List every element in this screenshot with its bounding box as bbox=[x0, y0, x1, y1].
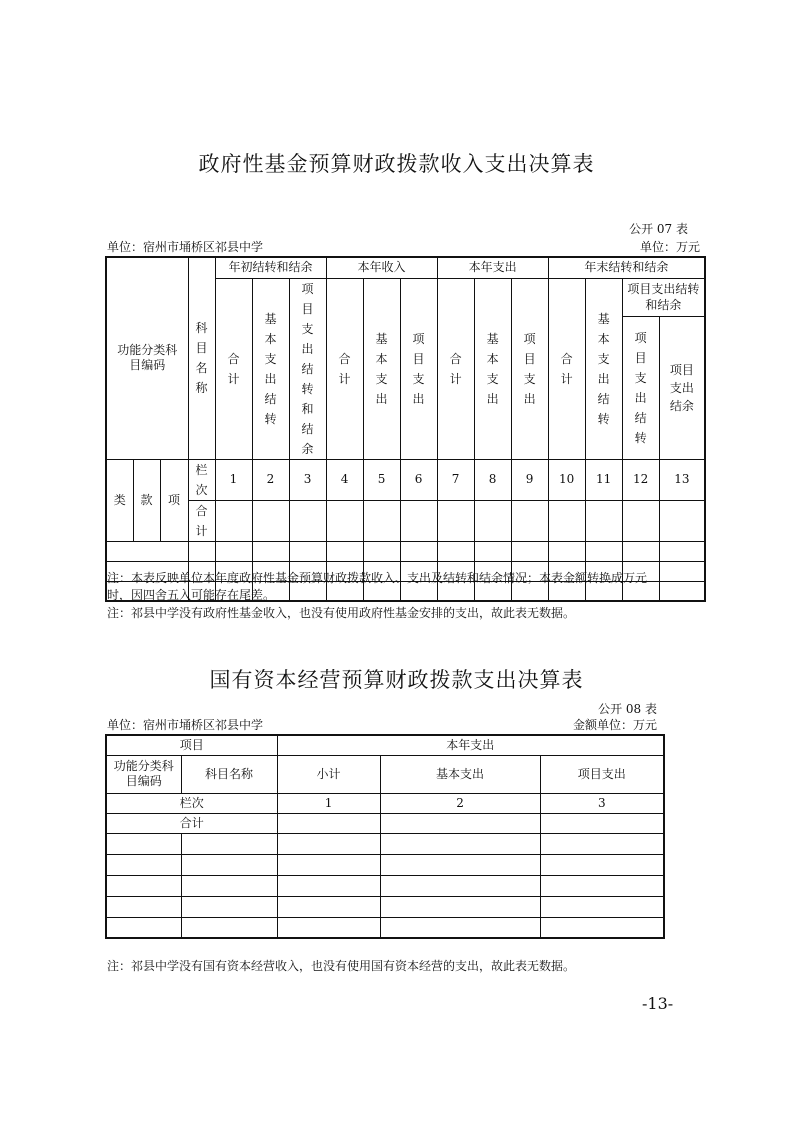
t2-header-subtotal: 小计 bbox=[277, 755, 380, 793]
h-end-total: 合计 bbox=[548, 278, 585, 459]
table1 bbox=[105, 256, 706, 602]
header-func-code: 功能分类科目编码 bbox=[106, 257, 188, 459]
h-end-project-carry: 项目支出结转 bbox=[622, 316, 659, 459]
col-num-5: 5 bbox=[363, 459, 400, 500]
cell bbox=[326, 541, 363, 561]
col-num-7: 7 bbox=[437, 459, 474, 500]
table1-unit-left: 单位：宿州市埇桥区祁县中学 bbox=[107, 240, 264, 254]
h-end-project-group: 项目支出结转和结余 bbox=[622, 278, 705, 316]
h-lei: 类 bbox=[106, 459, 133, 541]
t2-col-num-1: 1 bbox=[277, 793, 380, 813]
table-row bbox=[106, 541, 705, 561]
cell bbox=[106, 541, 188, 561]
cell bbox=[622, 500, 659, 541]
col-num-3: 3 bbox=[289, 459, 326, 500]
cell bbox=[380, 875, 540, 896]
table1-code: 公开 07 表 bbox=[629, 222, 688, 236]
cell bbox=[540, 813, 664, 833]
t2-header-year: 本年支出 bbox=[277, 735, 664, 755]
h-end-project-surplus: 项目支出结余 bbox=[659, 316, 705, 459]
table1-note1-line2: 时，因四舍五入可能存在尾差。 bbox=[107, 588, 276, 602]
table-row bbox=[106, 917, 664, 938]
table2-title: 国有资本经营预算财政拨款支出决算表 bbox=[209, 668, 584, 692]
table2 bbox=[105, 734, 665, 939]
t2-header-func: 功能分类科目编码 bbox=[106, 755, 181, 793]
h-expense-basic: 基本支出 bbox=[474, 278, 511, 459]
cell bbox=[277, 875, 380, 896]
h-income-basic: 基本支出 bbox=[363, 278, 400, 459]
page-number: -13- bbox=[642, 994, 674, 1013]
cell bbox=[511, 541, 548, 561]
table-row bbox=[106, 833, 664, 854]
cell bbox=[277, 813, 380, 833]
cell bbox=[363, 541, 400, 561]
cell bbox=[252, 500, 289, 541]
t2-header-project: 项目支出 bbox=[540, 755, 664, 793]
h-begin-total: 合计 bbox=[215, 278, 252, 459]
cell bbox=[106, 854, 181, 875]
cell bbox=[540, 875, 664, 896]
h-income-total: 合计 bbox=[326, 278, 363, 459]
cell bbox=[277, 917, 380, 938]
h-expense-project: 项目支出 bbox=[511, 278, 548, 459]
header-group-end: 年末结转和结余 bbox=[548, 257, 705, 278]
cell bbox=[277, 833, 380, 854]
table2-unit-left: 单位：宿州市埇桥区祁县中学 bbox=[107, 718, 264, 732]
table-row bbox=[106, 854, 664, 875]
cell bbox=[106, 833, 181, 854]
cell bbox=[380, 833, 540, 854]
header-subject-name-text: 科目名称 bbox=[195, 321, 208, 396]
cell bbox=[622, 541, 659, 561]
header-group-income: 本年收入 bbox=[326, 257, 437, 278]
cell bbox=[380, 917, 540, 938]
col-num-8: 8 bbox=[474, 459, 511, 500]
cell bbox=[181, 896, 277, 917]
cell bbox=[277, 854, 380, 875]
col-num-4: 4 bbox=[326, 459, 363, 500]
cell bbox=[326, 500, 363, 541]
cell bbox=[548, 541, 585, 561]
col-num-13: 13 bbox=[659, 459, 705, 500]
cell bbox=[400, 500, 437, 541]
cell bbox=[659, 500, 705, 541]
cell bbox=[363, 500, 400, 541]
cell bbox=[289, 541, 326, 561]
table2-note: 注：祁县中学没有国有资本经营收入，也没有使用国有资本经营的支出，故此表无数据。 bbox=[107, 959, 576, 973]
table2-unit-right: 金额单位：万元 bbox=[572, 718, 657, 732]
cell bbox=[548, 500, 585, 541]
t2-header-basic: 基本支出 bbox=[380, 755, 540, 793]
cell bbox=[474, 541, 511, 561]
cell bbox=[106, 896, 181, 917]
h-expense-total: 合计 bbox=[437, 278, 474, 459]
t2-header-item: 项目 bbox=[106, 735, 277, 755]
cell bbox=[106, 875, 181, 896]
h-begin-basic: 基本支出结转 bbox=[252, 278, 289, 459]
cell bbox=[215, 541, 252, 561]
cell bbox=[540, 854, 664, 875]
header-group-expense: 本年支出 bbox=[437, 257, 548, 278]
table1-note1-line1: 注：本表反映单位本年度政府性基金预算财政拨款收入、支出及结转和结余情况；本表金额转换成万元 bbox=[107, 571, 648, 585]
cell bbox=[215, 500, 252, 541]
cell bbox=[380, 854, 540, 875]
h-xiang: 项 bbox=[160, 459, 188, 541]
cell bbox=[188, 541, 215, 561]
col-num-9: 9 bbox=[511, 459, 548, 500]
t2-lanci: 栏次 bbox=[106, 793, 277, 813]
table-row bbox=[106, 896, 664, 917]
cell bbox=[380, 896, 540, 917]
table1-title: 政府性基金预算财政拨款收入支出决算表 bbox=[198, 152, 595, 176]
table2-code: 公开 08 表 bbox=[598, 702, 657, 716]
cell bbox=[181, 854, 277, 875]
cell bbox=[540, 833, 664, 854]
cell bbox=[181, 875, 277, 896]
cell bbox=[181, 917, 277, 938]
h-kuan: 款 bbox=[133, 459, 160, 541]
t2-heji: 合计 bbox=[106, 813, 277, 833]
h-begin-project: 项目支出结转和结余 bbox=[289, 278, 326, 459]
t2-col-num-2: 2 bbox=[380, 793, 540, 813]
header-group-begin: 年初结转和结余 bbox=[215, 257, 326, 278]
cell bbox=[277, 896, 380, 917]
col-num-10: 10 bbox=[548, 459, 585, 500]
col-num-1: 1 bbox=[215, 459, 252, 500]
h-heji: 合计 bbox=[188, 500, 215, 541]
cell bbox=[400, 541, 437, 561]
cell bbox=[511, 500, 548, 541]
h-end-basic: 基本支出结转 bbox=[585, 278, 622, 459]
t2-col-num-3: 3 bbox=[540, 793, 664, 813]
h-lanci: 栏次 bbox=[188, 459, 215, 500]
table1-unit-right: 单位：万元 bbox=[639, 240, 700, 254]
col-num-6: 6 bbox=[400, 459, 437, 500]
cell bbox=[585, 500, 622, 541]
header-subject-name bbox=[188, 257, 215, 459]
t2-header-name: 科目名称 bbox=[181, 755, 277, 793]
cell bbox=[540, 917, 664, 938]
table1-note2: 注：祁县中学没有政府性基金收入，也没有使用政府性基金安排的支出，故此表无数据。 bbox=[107, 606, 576, 620]
h-income-project: 项目支出 bbox=[400, 278, 437, 459]
cell bbox=[437, 541, 474, 561]
cell bbox=[106, 917, 181, 938]
cell bbox=[181, 833, 277, 854]
cell bbox=[252, 541, 289, 561]
cell bbox=[659, 541, 705, 561]
table1-note1 bbox=[107, 570, 707, 604]
cell bbox=[585, 541, 622, 561]
cell bbox=[437, 500, 474, 541]
cell bbox=[380, 813, 540, 833]
cell bbox=[474, 500, 511, 541]
col-num-12: 12 bbox=[622, 459, 659, 500]
col-num-11: 11 bbox=[585, 459, 622, 500]
col-num-2: 2 bbox=[252, 459, 289, 500]
table-row bbox=[106, 875, 664, 896]
cell bbox=[540, 896, 664, 917]
cell bbox=[289, 500, 326, 541]
